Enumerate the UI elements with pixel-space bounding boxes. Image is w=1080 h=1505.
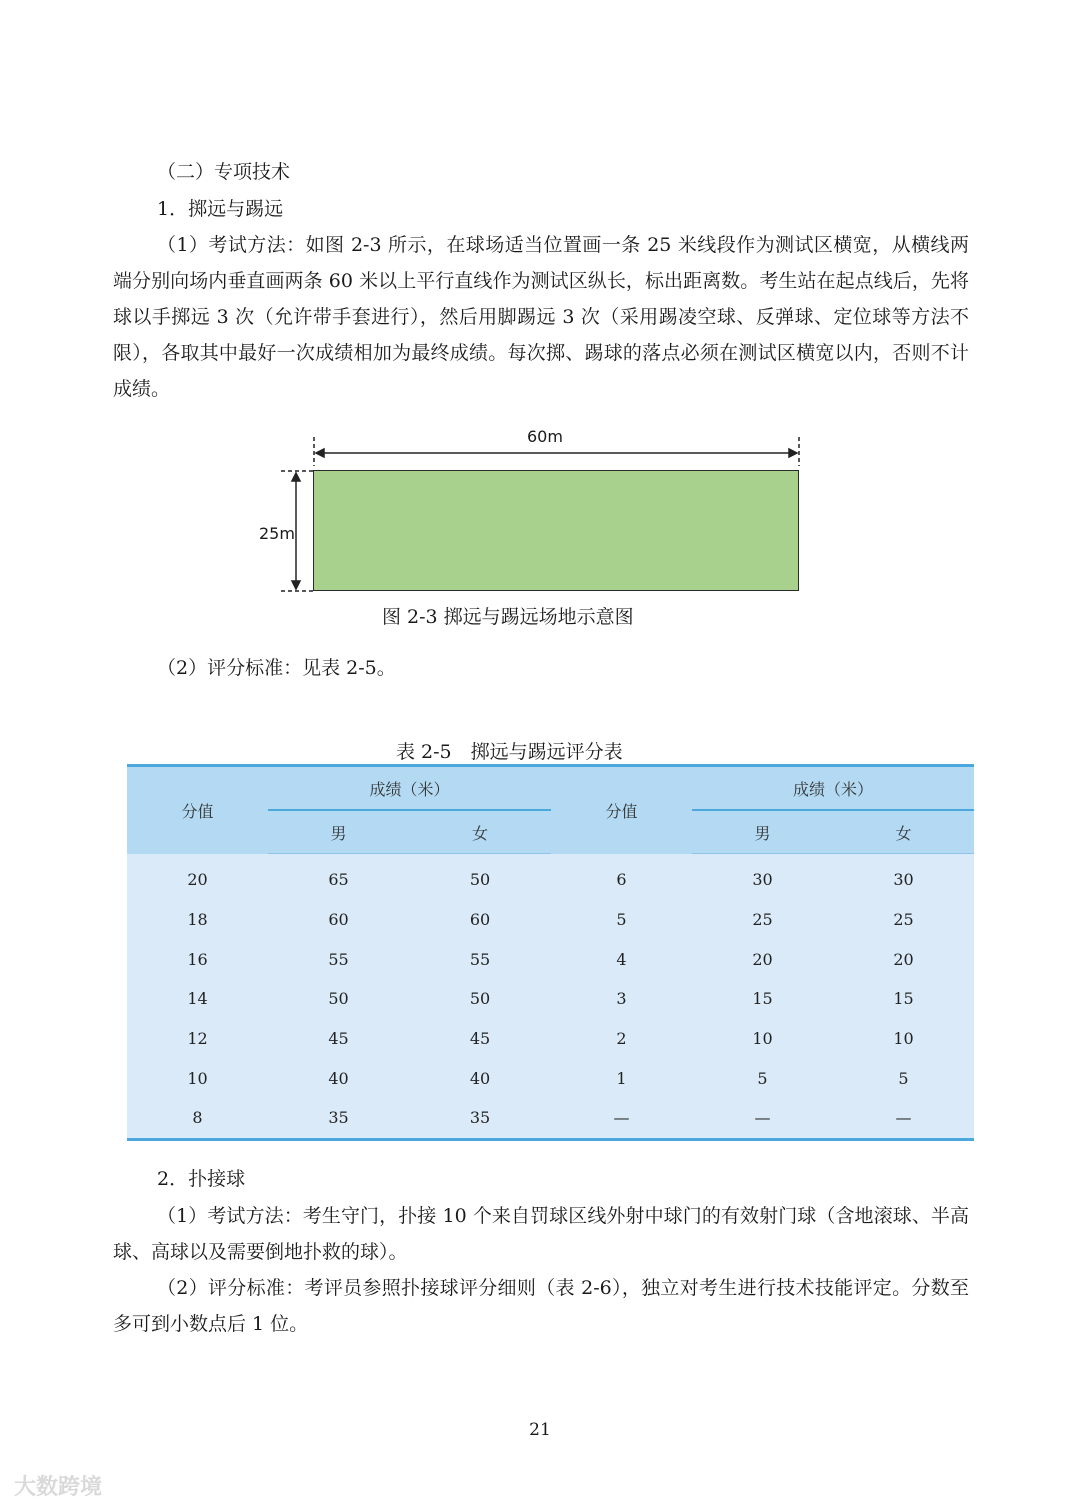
width-label: 25m <box>259 524 295 543</box>
table-cell: 5 <box>833 1058 974 1098</box>
goalkeeping-method-paragraph: （1）考试方法：考生守门，扑接 10 个来自罚球区线外射中球门的有效射门球（含地滚球、半高球、高球以及需要倒地扑救的球）。 <box>113 1205 969 1263</box>
table-cell: 60 <box>409 900 551 940</box>
table-cell: 2 <box>551 1019 692 1059</box>
watermark-logo: 大数跨境 <box>14 1475 103 1500</box>
result-header-left: 成绩（米） <box>268 766 551 811</box>
table-cell: 4 <box>551 939 692 979</box>
table-row <box>127 979 974 1019</box>
table-cell: 30 <box>692 854 833 900</box>
table-cell: 50 <box>268 979 409 1019</box>
table-cell: 65 <box>268 854 409 900</box>
table-row <box>127 939 974 979</box>
table-cell: — <box>692 1098 833 1139</box>
table-cell: 20 <box>127 854 268 900</box>
score-header-left: 分值 <box>127 766 268 854</box>
table-cell: 3 <box>551 979 692 1019</box>
table-cell: 25 <box>833 900 974 940</box>
goalkeeping-scoring-paragraph: （2）评分标准：考评员参照扑接球评分细则（表 2-6），独立对考生进行技术技能评定。分数至多可到小数点后 1 位。 <box>113 1277 969 1335</box>
table-cell: 40 <box>409 1058 551 1098</box>
result-header-right: 成绩（米） <box>692 766 974 811</box>
table-cell: 35 <box>268 1098 409 1139</box>
female-header-right: 女 <box>833 810 974 854</box>
table-cell: 30 <box>833 854 974 900</box>
female-header-left: 女 <box>409 810 551 854</box>
table-cell: 10 <box>692 1019 833 1059</box>
table-cell: 20 <box>692 939 833 979</box>
score-table <box>127 764 974 1141</box>
table-cell: 50 <box>409 979 551 1019</box>
table-cell: 5 <box>692 1058 833 1098</box>
table-cell: 10 <box>127 1058 268 1098</box>
table-cell: 45 <box>409 1019 551 1059</box>
table-cell: 15 <box>833 979 974 1019</box>
table-cell: 6 <box>551 854 692 900</box>
male-header-left: 男 <box>268 810 409 854</box>
table-cell: 5 <box>551 900 692 940</box>
table-row <box>127 1098 974 1139</box>
table-row <box>127 854 974 900</box>
table-title: 表 2-5 掷远与踢远评分表 <box>396 741 623 763</box>
figure-caption: 图 2-3 掷远与踢远场地示意图 <box>382 606 634 628</box>
male-header-right: 男 <box>692 810 833 854</box>
table-cell: 35 <box>409 1098 551 1139</box>
table-cell: 15 <box>692 979 833 1019</box>
table-row <box>127 1019 974 1059</box>
score-table-body <box>127 854 974 1140</box>
test-area-rectangle <box>313 470 799 591</box>
subsection-title-goalkeeping: 2．扑接球 <box>157 1168 246 1190</box>
subsection-title-throw-kick: 1．掷远与踢远 <box>157 198 284 220</box>
table-cell: 1 <box>551 1058 692 1098</box>
score-header-right: 分值 <box>551 766 692 854</box>
table-cell: — <box>833 1098 974 1139</box>
table-cell: 20 <box>833 939 974 979</box>
table-cell: 25 <box>692 900 833 940</box>
section-heading: （二）专项技术 <box>157 161 291 183</box>
table-cell: — <box>551 1098 692 1139</box>
table-cell: 55 <box>409 939 551 979</box>
table-cell: 18 <box>127 900 268 940</box>
table-cell: 12 <box>127 1019 268 1059</box>
table-cell: 8 <box>127 1098 268 1139</box>
table-cell: 16 <box>127 939 268 979</box>
table-cell: 50 <box>409 854 551 900</box>
page-number: 21 <box>529 1420 551 1440</box>
table-cell: 60 <box>268 900 409 940</box>
table-cell: 55 <box>268 939 409 979</box>
test-method-paragraph: （1）考试方法：如图 2-3 所示，在球场适当位置画一条 25 米线段作为测试区横宽，从横线两端分别向场内垂直画两条 60 米以上平行直线作为测试区纵长，标出距离数。考生站在起点线后，先将球以手掷远 3 次（允许带手套进行），然后用脚踢远 3 次（采用踢凌空球、反弹球、定位球等方法不限），各取其中最好一次成绩相加为最终成绩。每次掷、踢球的落点必须在测试区横宽以内，否则不计成绩。 <box>113 234 969 400</box>
table-row <box>127 1058 974 1098</box>
length-label: 60m <box>527 427 563 446</box>
table-cell: 14 <box>127 979 268 1019</box>
table-cell: 10 <box>833 1019 974 1059</box>
table-cell: 40 <box>268 1058 409 1098</box>
table-row <box>127 900 974 940</box>
table-cell: 45 <box>268 1019 409 1059</box>
scoring-standard-1: （2）评分标准：见表 2-5。 <box>157 657 396 679</box>
